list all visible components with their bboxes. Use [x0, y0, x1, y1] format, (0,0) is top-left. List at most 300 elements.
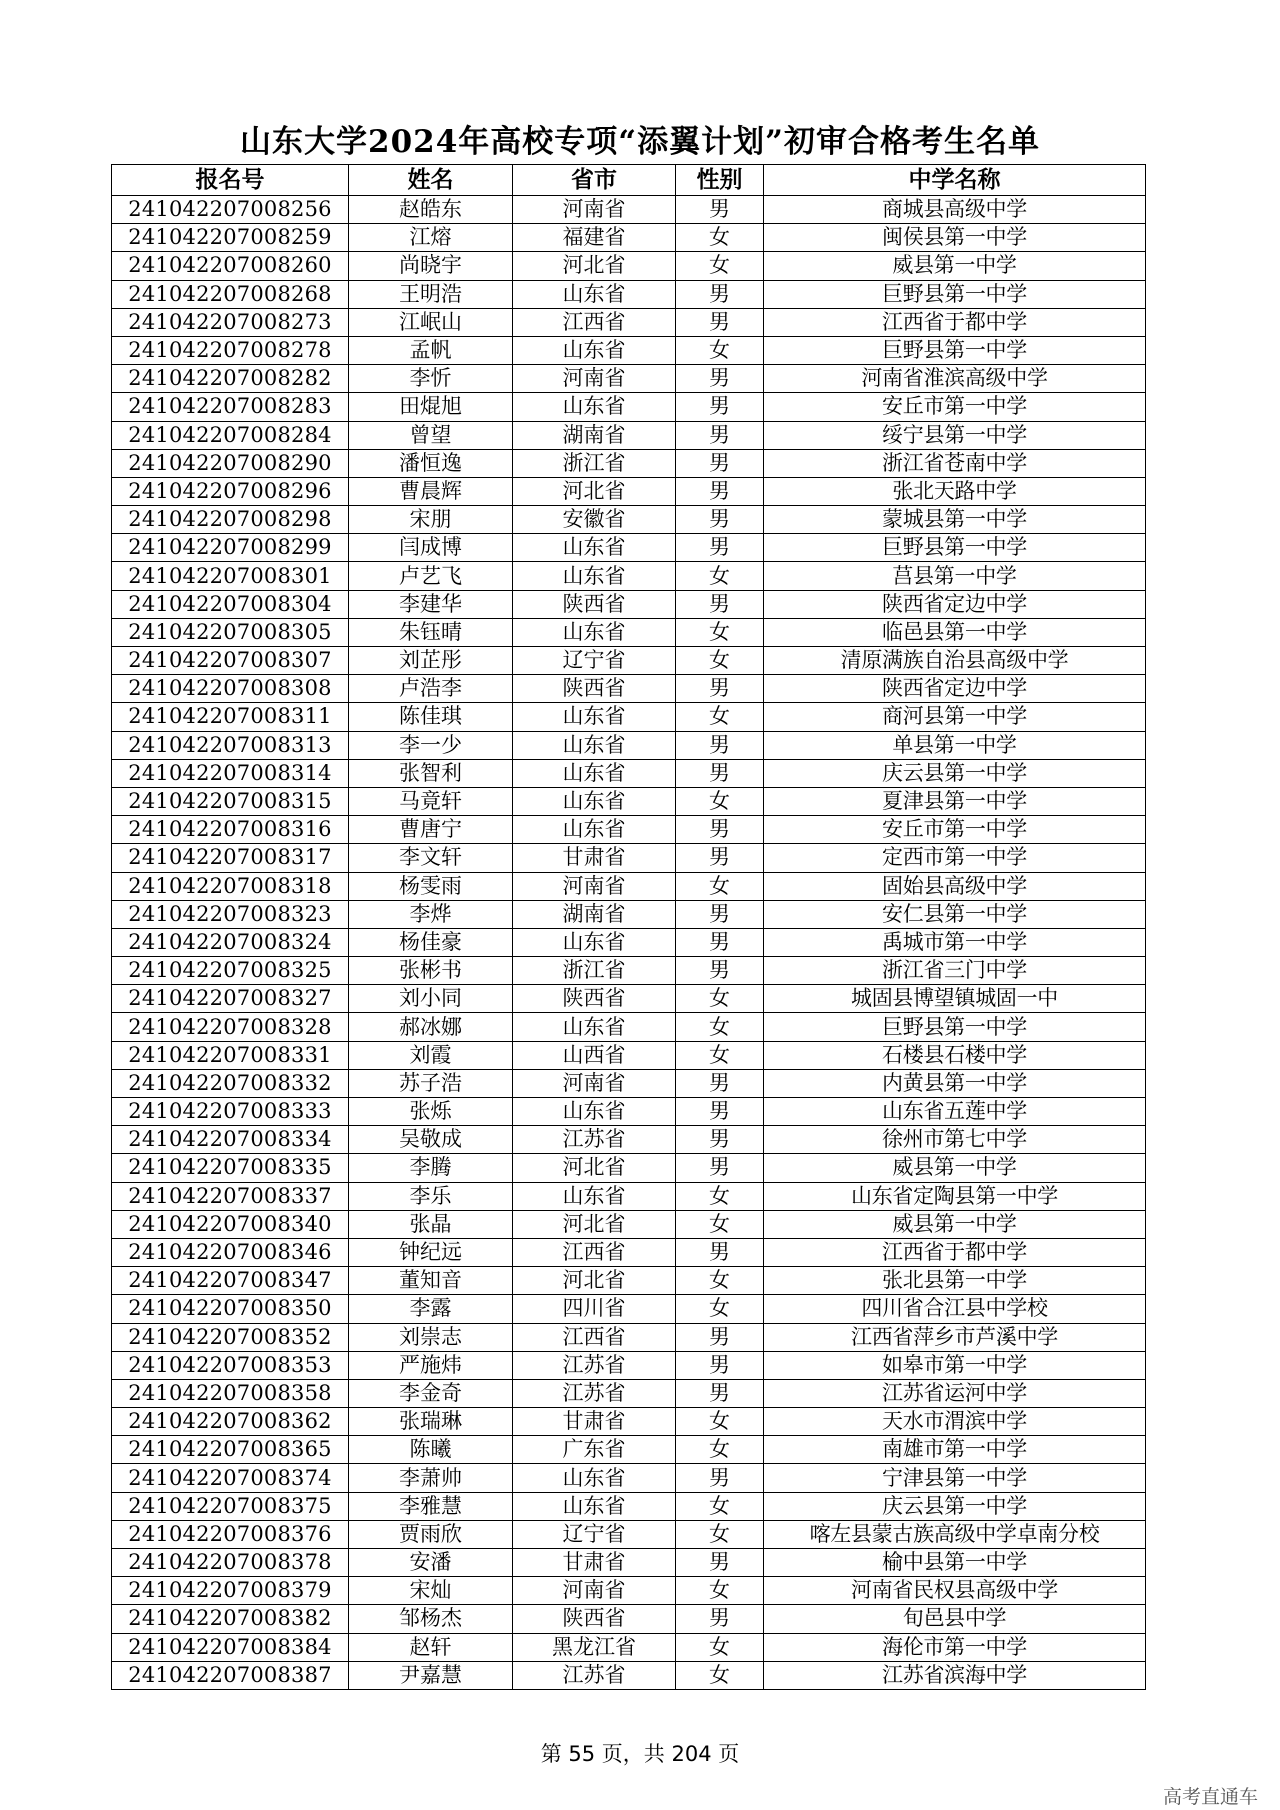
cell-province: 江苏省	[513, 1351, 676, 1379]
header-gender: 性别	[676, 165, 764, 196]
cell-province: 甘肃省	[513, 844, 676, 872]
cell-registration-number: 241042207008325	[112, 957, 349, 985]
cell-school: 定西市第一中学	[764, 844, 1146, 872]
table-row	[112, 1436, 1146, 1464]
table-row	[112, 1633, 1146, 1661]
cell-gender: 女	[676, 336, 764, 364]
table-row	[112, 196, 1146, 224]
cell-registration-number: 241042207008283	[112, 393, 349, 421]
cell-province: 安徽省	[513, 506, 676, 534]
cell-name: 赵轩	[349, 1633, 513, 1661]
cell-school: 夏津县第一中学	[764, 787, 1146, 815]
cell-province: 辽宁省	[513, 1520, 676, 1548]
cell-name: 郝冰娜	[349, 1013, 513, 1041]
table-row	[112, 1605, 1146, 1633]
table-row	[112, 618, 1146, 646]
cell-name: 张智利	[349, 759, 513, 787]
cell-gender: 女	[676, 1577, 764, 1605]
cell-gender: 男	[676, 590, 764, 618]
cell-school: 巨野县第一中学	[764, 336, 1146, 364]
cell-province: 陕西省	[513, 590, 676, 618]
cell-school: 闽侯县第一中学	[764, 224, 1146, 252]
cell-gender: 男	[676, 1154, 764, 1182]
cell-registration-number: 241042207008316	[112, 816, 349, 844]
cell-school: 浙江省三门中学	[764, 957, 1146, 985]
table-row	[112, 1520, 1146, 1548]
cell-gender: 男	[676, 1126, 764, 1154]
cell-province: 山东省	[513, 393, 676, 421]
table-row	[112, 365, 1146, 393]
cell-name: 杨佳豪	[349, 928, 513, 956]
table-row	[112, 1323, 1146, 1351]
cell-school: 威县第一中学	[764, 1154, 1146, 1182]
cell-gender: 女	[676, 1408, 764, 1436]
table-row	[112, 985, 1146, 1013]
cell-school: 浙江省苍南中学	[764, 449, 1146, 477]
cell-name: 王明浩	[349, 280, 513, 308]
cell-school: 旬邑县中学	[764, 1605, 1146, 1633]
cell-school: 张北县第一中学	[764, 1267, 1146, 1295]
cell-school: 威县第一中学	[764, 1210, 1146, 1238]
table-row	[112, 900, 1146, 928]
cell-registration-number: 241042207008379	[112, 1577, 349, 1605]
cell-gender: 女	[676, 224, 764, 252]
cell-school: 徐州市第七中学	[764, 1126, 1146, 1154]
cell-province: 甘肃省	[513, 1549, 676, 1577]
cell-registration-number: 241042207008376	[112, 1520, 349, 1548]
cell-name: 李建华	[349, 590, 513, 618]
cell-registration-number: 241042207008337	[112, 1182, 349, 1210]
cell-gender: 男	[676, 816, 764, 844]
cell-gender: 女	[676, 1267, 764, 1295]
cell-gender: 女	[676, 1041, 764, 1069]
table-row	[112, 393, 1146, 421]
cell-registration-number: 241042207008282	[112, 365, 349, 393]
cell-name: 邹杨杰	[349, 1605, 513, 1633]
table-row	[112, 957, 1146, 985]
cell-registration-number: 241042207008305	[112, 618, 349, 646]
cell-name: 严施炜	[349, 1351, 513, 1379]
cell-school: 禹城市第一中学	[764, 928, 1146, 956]
table-row	[112, 280, 1146, 308]
cell-school: 安仁县第一中学	[764, 900, 1146, 928]
cell-school: 南雄市第一中学	[764, 1436, 1146, 1464]
cell-registration-number: 241042207008296	[112, 477, 349, 505]
cell-name: 李文轩	[349, 844, 513, 872]
cell-gender: 女	[676, 1210, 764, 1238]
watermark: 高考直通车	[1162, 1786, 1258, 1808]
table-row	[112, 1577, 1146, 1605]
table-row	[112, 1351, 1146, 1379]
cell-name: 张彬书	[349, 957, 513, 985]
table-row	[112, 675, 1146, 703]
cell-school: 山东省五莲中学	[764, 1098, 1146, 1126]
cell-province: 广东省	[513, 1436, 676, 1464]
header-province: 省市	[513, 165, 676, 196]
cell-province: 陕西省	[513, 1605, 676, 1633]
table-row	[112, 1182, 1146, 1210]
cell-registration-number: 241042207008374	[112, 1464, 349, 1492]
cell-registration-number: 241042207008365	[112, 1436, 349, 1464]
table-row	[112, 872, 1146, 900]
cell-name: 李烨	[349, 900, 513, 928]
table-row	[112, 477, 1146, 505]
cell-gender: 女	[676, 252, 764, 280]
cell-registration-number: 241042207008273	[112, 308, 349, 336]
table-row	[112, 647, 1146, 675]
cell-province: 河北省	[513, 252, 676, 280]
cell-province: 福建省	[513, 224, 676, 252]
cell-name: 曹唐宁	[349, 816, 513, 844]
cell-school: 安丘市第一中学	[764, 816, 1146, 844]
table-row	[112, 449, 1146, 477]
cell-school: 商河县第一中学	[764, 703, 1146, 731]
cell-registration-number: 241042207008298	[112, 506, 349, 534]
cell-name: 江熔	[349, 224, 513, 252]
cell-registration-number: 241042207008307	[112, 647, 349, 675]
cell-province: 江西省	[513, 308, 676, 336]
table-row	[112, 421, 1146, 449]
cell-province: 山东省	[513, 787, 676, 815]
cell-name: 张瑞琳	[349, 1408, 513, 1436]
cell-name: 杨雯雨	[349, 872, 513, 900]
cell-registration-number: 241042207008328	[112, 1013, 349, 1041]
cell-name: 卢艺飞	[349, 562, 513, 590]
cell-name: 李萧帅	[349, 1464, 513, 1492]
cell-gender: 男	[676, 534, 764, 562]
cell-province: 陕西省	[513, 985, 676, 1013]
cell-registration-number: 241042207008323	[112, 900, 349, 928]
cell-gender: 男	[676, 308, 764, 336]
cell-province: 山东省	[513, 618, 676, 646]
cell-name: 刘小同	[349, 985, 513, 1013]
table-row	[112, 252, 1146, 280]
cell-registration-number: 241042207008311	[112, 703, 349, 731]
cell-school: 清原满族自治县高级中学	[764, 647, 1146, 675]
cell-name: 宋灿	[349, 1577, 513, 1605]
cell-registration-number: 241042207008260	[112, 252, 349, 280]
table-row	[112, 1379, 1146, 1407]
cell-registration-number: 241042207008334	[112, 1126, 349, 1154]
cell-province: 山东省	[513, 703, 676, 731]
cell-registration-number: 241042207008384	[112, 1633, 349, 1661]
cell-gender: 女	[676, 1520, 764, 1548]
cell-gender: 女	[676, 1436, 764, 1464]
cell-gender: 男	[676, 957, 764, 985]
cell-registration-number: 241042207008353	[112, 1351, 349, 1379]
table-row	[112, 1549, 1146, 1577]
cell-province: 山东省	[513, 1492, 676, 1520]
cell-name: 江岷山	[349, 308, 513, 336]
table-row	[112, 224, 1146, 252]
cell-school: 山东省定陶县第一中学	[764, 1182, 1146, 1210]
cell-registration-number: 241042207008378	[112, 1549, 349, 1577]
cell-province: 浙江省	[513, 957, 676, 985]
cell-school: 江西省于都中学	[764, 308, 1146, 336]
cell-gender: 女	[676, 787, 764, 815]
cell-province: 河北省	[513, 1267, 676, 1295]
cell-name: 卢浩李	[349, 675, 513, 703]
cell-name: 安潘	[349, 1549, 513, 1577]
cell-school: 固始县高级中学	[764, 872, 1146, 900]
cell-province: 河南省	[513, 872, 676, 900]
cell-province: 江西省	[513, 1238, 676, 1266]
cell-school: 莒县第一中学	[764, 562, 1146, 590]
cell-gender: 男	[676, 196, 764, 224]
table-row	[112, 1069, 1146, 1097]
cell-school: 江西省于都中学	[764, 1238, 1146, 1266]
cell-gender: 女	[676, 1633, 764, 1661]
table-row	[112, 928, 1146, 956]
cell-gender: 男	[676, 477, 764, 505]
cell-gender: 女	[676, 1295, 764, 1323]
cell-province: 江苏省	[513, 1661, 676, 1689]
cell-gender: 女	[676, 872, 764, 900]
cell-province: 河南省	[513, 365, 676, 393]
cell-name: 陈佳琪	[349, 703, 513, 731]
cell-gender: 男	[676, 1549, 764, 1577]
cell-province: 山东省	[513, 928, 676, 956]
header-school: 中学名称	[764, 165, 1146, 196]
cell-registration-number: 241042207008335	[112, 1154, 349, 1182]
cell-gender: 男	[676, 1323, 764, 1351]
cell-gender: 女	[676, 1013, 764, 1041]
cell-name: 闫成博	[349, 534, 513, 562]
cell-school: 海伦市第一中学	[764, 1633, 1146, 1661]
cell-gender: 男	[676, 928, 764, 956]
table-row	[112, 308, 1146, 336]
table-row	[112, 534, 1146, 562]
page-footer: 第 55 页，共 204 页	[540, 1742, 740, 1766]
cell-school: 榆中县第一中学	[764, 1549, 1146, 1577]
table-row	[112, 1154, 1146, 1182]
cell-school: 威县第一中学	[764, 252, 1146, 280]
cell-registration-number: 241042207008301	[112, 562, 349, 590]
cell-registration-number: 241042207008375	[112, 1492, 349, 1520]
cell-province: 江苏省	[513, 1379, 676, 1407]
cell-province: 湖南省	[513, 900, 676, 928]
cell-name: 李忻	[349, 365, 513, 393]
cell-registration-number: 241042207008256	[112, 196, 349, 224]
cell-name: 潘恒逸	[349, 449, 513, 477]
cell-name: 陈曦	[349, 1436, 513, 1464]
cell-registration-number: 241042207008387	[112, 1661, 349, 1689]
cell-province: 山西省	[513, 1041, 676, 1069]
cell-province: 四川省	[513, 1295, 676, 1323]
cell-school: 江苏省滨海中学	[764, 1661, 1146, 1689]
cell-province: 江西省	[513, 1323, 676, 1351]
cell-province: 山东省	[513, 1013, 676, 1041]
cell-province: 山东省	[513, 280, 676, 308]
table-row	[112, 703, 1146, 731]
cell-school: 单县第一中学	[764, 731, 1146, 759]
candidate-table	[111, 164, 1146, 1690]
cell-name: 李乐	[349, 1182, 513, 1210]
table-row	[112, 787, 1146, 815]
cell-gender: 男	[676, 365, 764, 393]
cell-registration-number: 241042207008352	[112, 1323, 349, 1351]
cell-registration-number: 241042207008346	[112, 1238, 349, 1266]
cell-school: 河南省淮滨高级中学	[764, 365, 1146, 393]
cell-name: 田焜旭	[349, 393, 513, 421]
cell-province: 黑龙江省	[513, 1633, 676, 1661]
table-row	[112, 759, 1146, 787]
cell-registration-number: 241042207008284	[112, 421, 349, 449]
cell-gender: 女	[676, 1661, 764, 1689]
cell-registration-number: 241042207008332	[112, 1069, 349, 1097]
cell-province: 山东省	[513, 816, 676, 844]
cell-registration-number: 241042207008268	[112, 280, 349, 308]
cell-school: 城固县博望镇城固一中	[764, 985, 1146, 1013]
cell-gender: 女	[676, 1182, 764, 1210]
table-row	[112, 336, 1146, 364]
cell-school: 如皋市第一中学	[764, 1351, 1146, 1379]
cell-name: 李雅慧	[349, 1492, 513, 1520]
table-row	[112, 731, 1146, 759]
cell-name: 马竟轩	[349, 787, 513, 815]
cell-registration-number: 241042207008347	[112, 1267, 349, 1295]
cell-name: 吴敬成	[349, 1126, 513, 1154]
header-registration-number: 报名号	[112, 165, 349, 196]
cell-school: 宁津县第一中学	[764, 1464, 1146, 1492]
cell-school: 庆云县第一中学	[764, 1492, 1146, 1520]
cell-name: 李露	[349, 1295, 513, 1323]
cell-school: 江西省萍乡市芦溪中学	[764, 1323, 1146, 1351]
table-row	[112, 1464, 1146, 1492]
cell-gender: 男	[676, 1098, 764, 1126]
cell-registration-number: 241042207008304	[112, 590, 349, 618]
cell-name: 李一少	[349, 731, 513, 759]
cell-name: 赵皓东	[349, 196, 513, 224]
cell-province: 江苏省	[513, 1126, 676, 1154]
cell-name: 钟纪远	[349, 1238, 513, 1266]
cell-school: 商城县高级中学	[764, 196, 1146, 224]
cell-province: 辽宁省	[513, 647, 676, 675]
cell-school: 安丘市第一中学	[764, 393, 1146, 421]
cell-school: 庆云县第一中学	[764, 759, 1146, 787]
cell-school: 江苏省运河中学	[764, 1379, 1146, 1407]
cell-province: 河南省	[513, 1577, 676, 1605]
cell-name: 孟帆	[349, 336, 513, 364]
cell-registration-number: 241042207008315	[112, 787, 349, 815]
header-name: 姓名	[349, 165, 513, 196]
cell-province: 山东省	[513, 759, 676, 787]
table-row	[112, 1661, 1146, 1689]
cell-gender: 男	[676, 1238, 764, 1266]
cell-school: 巨野县第一中学	[764, 534, 1146, 562]
cell-school: 张北天路中学	[764, 477, 1146, 505]
cell-school: 陕西省定边中学	[764, 590, 1146, 618]
cell-name: 尹嘉慧	[349, 1661, 513, 1689]
cell-province: 陕西省	[513, 675, 676, 703]
cell-gender: 男	[676, 675, 764, 703]
cell-gender: 男	[676, 449, 764, 477]
cell-registration-number: 241042207008314	[112, 759, 349, 787]
table-body	[112, 196, 1146, 1690]
table-row	[112, 590, 1146, 618]
cell-registration-number: 241042207008308	[112, 675, 349, 703]
cell-school: 临邑县第一中学	[764, 618, 1146, 646]
cell-name: 张晶	[349, 1210, 513, 1238]
cell-province: 山东省	[513, 731, 676, 759]
cell-gender: 男	[676, 393, 764, 421]
cell-registration-number: 241042207008362	[112, 1408, 349, 1436]
cell-gender: 男	[676, 1464, 764, 1492]
table-row	[112, 816, 1146, 844]
cell-registration-number: 241042207008358	[112, 1379, 349, 1407]
cell-registration-number: 241042207008299	[112, 534, 349, 562]
cell-gender: 女	[676, 618, 764, 646]
table-row	[112, 1013, 1146, 1041]
cell-registration-number: 241042207008333	[112, 1098, 349, 1126]
cell-province: 山东省	[513, 336, 676, 364]
cell-province: 湖南省	[513, 421, 676, 449]
cell-gender: 女	[676, 985, 764, 1013]
cell-province: 山东省	[513, 562, 676, 590]
cell-name: 刘芷彤	[349, 647, 513, 675]
cell-name: 李金奇	[349, 1379, 513, 1407]
cell-school: 蒙城县第一中学	[764, 506, 1146, 534]
cell-gender: 男	[676, 1379, 764, 1407]
cell-province: 山东省	[513, 1098, 676, 1126]
cell-school: 内黄县第一中学	[764, 1069, 1146, 1097]
cell-gender: 男	[676, 506, 764, 534]
cell-name: 张烁	[349, 1098, 513, 1126]
cell-school: 喀左县蒙古族高级中学卓南分校	[764, 1520, 1146, 1548]
cell-name: 朱钰晴	[349, 618, 513, 646]
cell-gender: 男	[676, 1351, 764, 1379]
cell-registration-number: 241042207008278	[112, 336, 349, 364]
cell-school: 天水市渭滨中学	[764, 1408, 1146, 1436]
cell-gender: 女	[676, 562, 764, 590]
table-row	[112, 844, 1146, 872]
cell-name: 尚晓宇	[349, 252, 513, 280]
table-row	[112, 1126, 1146, 1154]
table-row	[112, 562, 1146, 590]
cell-name: 苏子浩	[349, 1069, 513, 1097]
cell-gender: 男	[676, 844, 764, 872]
cell-registration-number: 241042207008290	[112, 449, 349, 477]
cell-name: 曾望	[349, 421, 513, 449]
cell-gender: 女	[676, 703, 764, 731]
table-row	[112, 1238, 1146, 1266]
table-header-row	[112, 165, 1146, 196]
cell-school: 河南省民权县高级中学	[764, 1577, 1146, 1605]
table-row	[112, 506, 1146, 534]
cell-name: 宋朋	[349, 506, 513, 534]
cell-name: 李腾	[349, 1154, 513, 1182]
cell-name: 贾雨欣	[349, 1520, 513, 1548]
cell-registration-number: 241042207008327	[112, 985, 349, 1013]
cell-gender: 男	[676, 759, 764, 787]
cell-province: 浙江省	[513, 449, 676, 477]
cell-school: 巨野县第一中学	[764, 280, 1146, 308]
cell-province: 河南省	[513, 1069, 676, 1097]
cell-registration-number: 241042207008313	[112, 731, 349, 759]
cell-school: 绥宁县第一中学	[764, 421, 1146, 449]
cell-school: 陕西省定边中学	[764, 675, 1146, 703]
cell-gender: 女	[676, 647, 764, 675]
cell-registration-number: 241042207008382	[112, 1605, 349, 1633]
cell-gender: 男	[676, 731, 764, 759]
cell-registration-number: 241042207008317	[112, 844, 349, 872]
table-row	[112, 1041, 1146, 1069]
cell-registration-number: 241042207008340	[112, 1210, 349, 1238]
cell-school: 巨野县第一中学	[764, 1013, 1146, 1041]
cell-school: 四川省合江县中学校	[764, 1295, 1146, 1323]
cell-province: 河北省	[513, 477, 676, 505]
cell-gender: 男	[676, 1605, 764, 1633]
